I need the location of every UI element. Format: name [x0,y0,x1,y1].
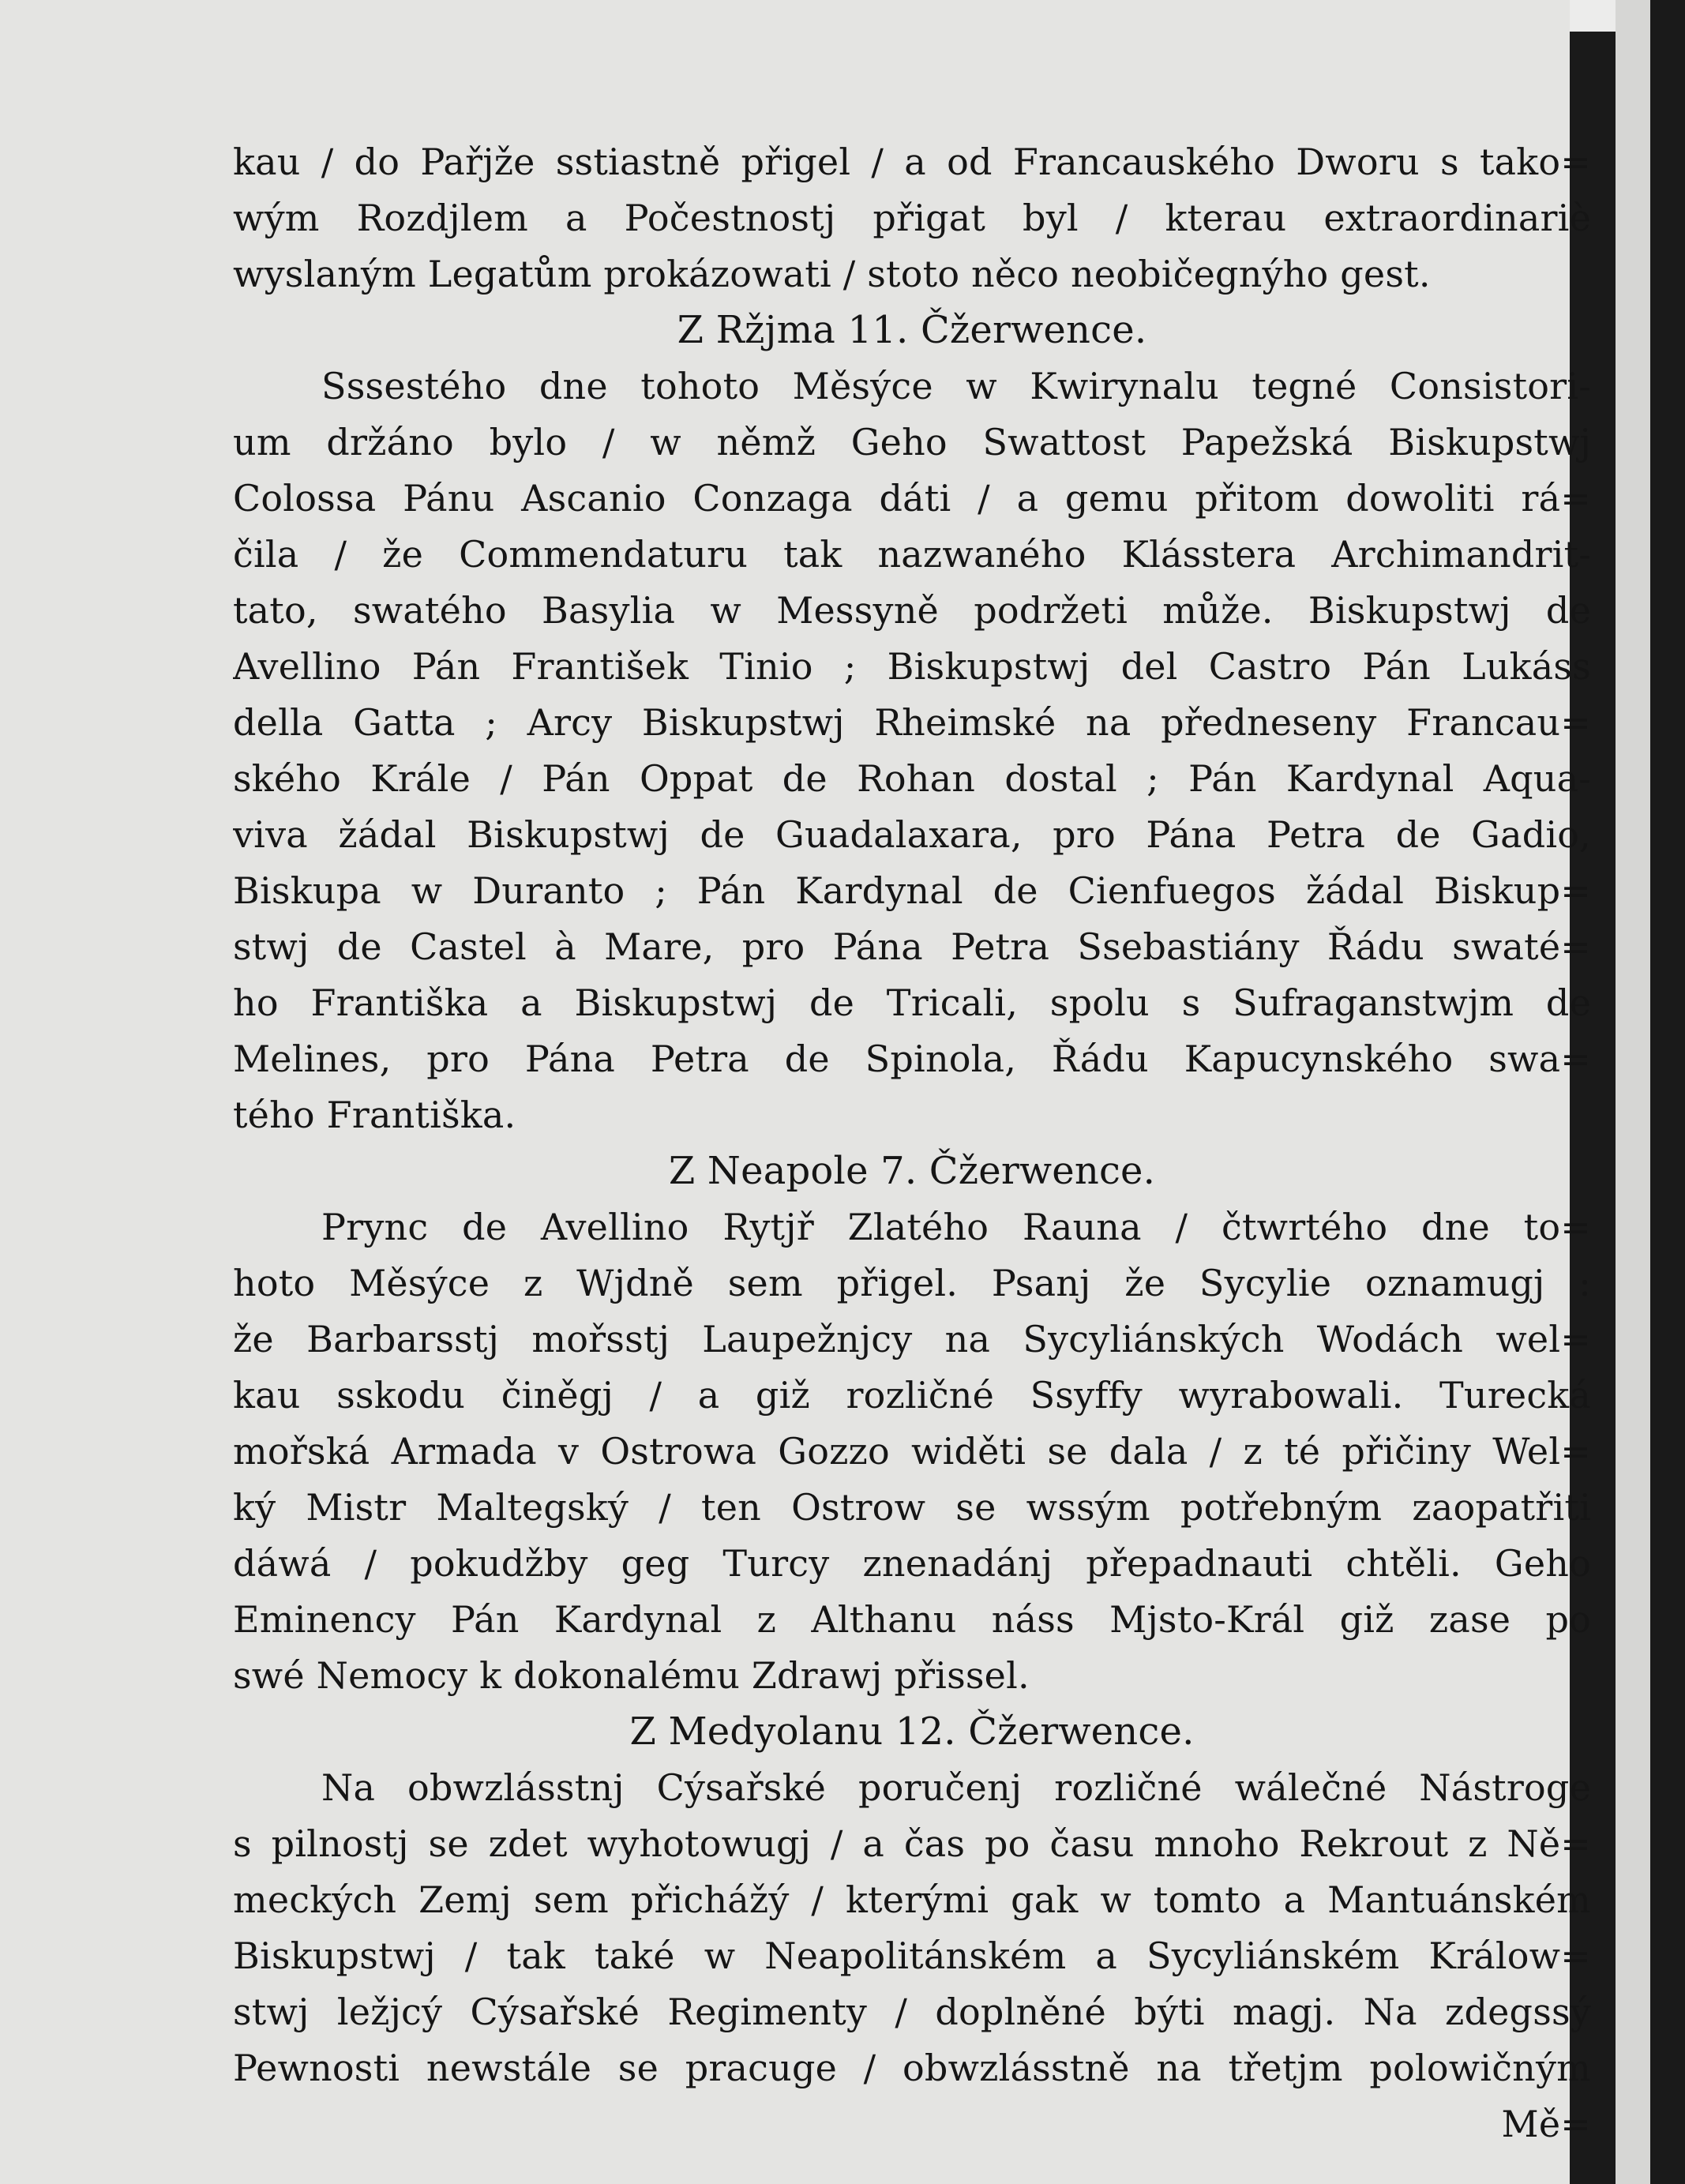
dateline-heading: Z Ržjma 11. Čžerwence. [677,308,1147,352]
dateline-heading: Z Neapole 7. Čžerwence. [668,1149,1156,1193]
text-line: ký Mistr Maltegský / ten Ostrow se wssým potřebným zaopatřiti [233,1486,1591,1529]
text-line: viva žádal Biskupstwj de Guadalaxara, pro Pána Petra de Gadio, [233,813,1591,856]
page-fold [1616,0,1650,2184]
text-line: Biskupa w Duranto ; Pán Kardynal de Cienfuegos žádal Biskup= [233,869,1591,912]
text-line: tého Františka. [233,1094,516,1136]
text-line: meckých Zemj sem přichážý / kterými gak w tomto a Mantuánském [233,1878,1591,1921]
text-line: hoto Měsýce z Wjdně sem přigel. Psanj že Sycylie oznamugj : [233,1262,1591,1304]
text-line: Sssestého dne tohoto Měsýce w Kwirynalu tegné Consistori- [321,365,1591,407]
text-line: mořská Armada v Ostrowa Gozzo widěti se dala / z té přičiny Wel= [233,1430,1591,1473]
text-line: swé Nemocy k dokonalému Zdrawj přissel. [233,1654,1030,1697]
dateline-heading: Z Medyolanu 12. Čžerwence. [629,1709,1195,1754]
text-line: Eminency Pán Kardynal z Althanu náss Mjsto-Král giž zase po [233,1598,1591,1641]
text-line: stwj de Castel à Mare, pro Pána Petra Ssebastiány Řádu swaté= [233,925,1591,968]
catchword: Mě= [1501,2103,1591,2145]
text-line: dáwá / pokudžby geg Turcy znenadánj přepadnauti chtěli. Geho [233,1542,1591,1585]
text-line: stwj ležjcý Cýsařské Regimenty / doplněné býti magj. Na zdegssý [233,1991,1591,2033]
text-line: tato, swatého Basylia w Messyně podržeti může. Biskupstwj de [233,589,1591,632]
text-line: Colossa Pánu Ascanio Conzaga dáti / a gemu přitom dowoliti rá= [233,477,1591,520]
text-line: um držáno bylo / w němž Geho Swattost Papežská Biskupstwj [233,421,1591,463]
text-line: s pilnostj se zdet wyhotowugj / a čas po času mnoho Rekrout z Ně= [233,1822,1591,1865]
text-line: Na obwzlásstnj Cýsařské poručenj rozličné wálečné Nástroge [321,1766,1591,1809]
text-line: kau sskodu činěgj / a giž rozličné Ssyffy wyrabowali. Turecká [233,1374,1591,1417]
text-line: že Barbarsstj mořsstj Laupežnjcy na Sycyliánských Wodách wel= [233,1318,1591,1360]
text-line: wým Rozdjlem a Počestnostj přigat byl / kterau extraordinariè [233,197,1591,239]
text-line: Biskupstwj / tak také w Neapolitánském a Sycyliánském Králow= [233,1934,1591,1977]
text-line: Prync de Avellino Rytjř Zlatého Rauna / čtwrtého dne to= [321,1206,1591,1248]
text-line: kau / do Pařjže sstiastně přigel / a od Francauského Dworu s tako= [233,141,1591,183]
text-line: Melines, pro Pána Petra de Spinola, Řádu Kapucynského swa= [233,1038,1591,1080]
text-line: ho Františka a Biskupstwj de Tricali, spolu s Sufraganstwjm de [233,981,1591,1024]
text-line: della Gatta ; Arcy Biskupstwj Rheimské na předneseny Francau= [233,701,1591,744]
text-line: wyslaným Legatům prokázowati / stoto něco neobičegnýho gest. [233,253,1431,295]
text-line: Avellino Pán František Tinio ; Biskupstwj del Castro Pán Lukáss [233,645,1591,688]
text-line: Pewnosti newstále se pracuge / obwzlásstně na třetjm polowičným [233,2047,1591,2089]
page-text [233,134,1591,2152]
text-line: čila / že Commendaturu tak nazwaného Klásstera Archimandrit- [233,533,1591,576]
page-corner [1570,0,1616,32]
text-line: ského Krále / Pán Oppat de Rohan dostal ; Pán Kardynal Aqua- [233,757,1591,800]
